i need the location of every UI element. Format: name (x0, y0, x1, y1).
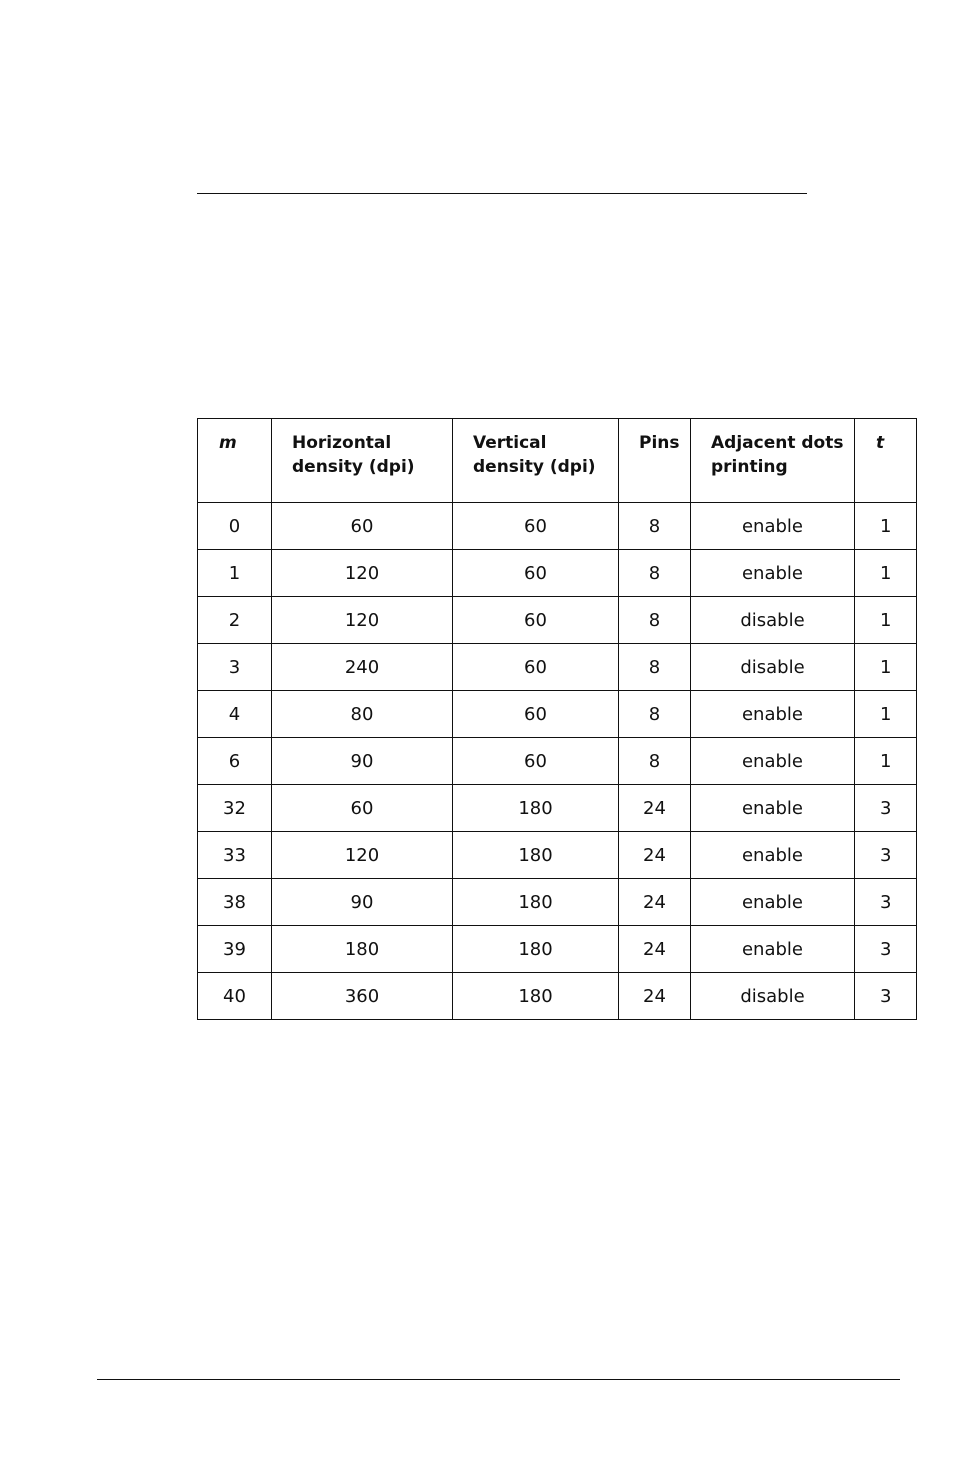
cell-m: 1 (198, 550, 272, 597)
cell-horizontal-density: 60 (272, 785, 453, 832)
table-header-row (198, 419, 917, 503)
header-vertical-density: Vertical density (dpi) (453, 419, 619, 503)
header-adjacent-dots: Adjacent dots printing (691, 419, 855, 503)
cell-m: 40 (198, 973, 272, 1020)
table-row (198, 644, 917, 691)
cell-adjacent-dots: disable (691, 973, 855, 1020)
cell-vertical-density: 180 (453, 785, 619, 832)
cell-m: 6 (198, 738, 272, 785)
cell-vertical-density: 60 (453, 550, 619, 597)
cell-horizontal-density: 90 (272, 738, 453, 785)
cell-adjacent-dots: disable (691, 644, 855, 691)
header-m: m (198, 419, 272, 503)
cell-pins: 8 (619, 738, 691, 785)
cell-t: 1 (855, 691, 917, 738)
cell-m: 4 (198, 691, 272, 738)
table-row (198, 738, 917, 785)
cell-pins: 8 (619, 503, 691, 550)
cell-t: 1 (855, 550, 917, 597)
table-row (198, 973, 917, 1020)
cell-pins: 24 (619, 973, 691, 1020)
cell-adjacent-dots: enable (691, 738, 855, 785)
cell-pins: 8 (619, 550, 691, 597)
cell-m: 32 (198, 785, 272, 832)
cell-t: 3 (855, 926, 917, 973)
table-row (198, 691, 917, 738)
cell-vertical-density: 60 (453, 597, 619, 644)
cell-t: 1 (855, 503, 917, 550)
cell-horizontal-density: 180 (272, 926, 453, 973)
cell-pins: 8 (619, 691, 691, 738)
cell-pins: 24 (619, 879, 691, 926)
cell-m: 2 (198, 597, 272, 644)
cell-m: 33 (198, 832, 272, 879)
cell-horizontal-density: 90 (272, 879, 453, 926)
table-row (198, 832, 917, 879)
header-horizontal-density: Horizontal density (dpi) (272, 419, 453, 503)
cell-pins: 24 (619, 832, 691, 879)
cell-vertical-density: 60 (453, 644, 619, 691)
cell-adjacent-dots: enable (691, 550, 855, 597)
cell-m: 0 (198, 503, 272, 550)
bottom-rule (97, 1379, 900, 1380)
cell-horizontal-density: 60 (272, 503, 453, 550)
table-row (198, 785, 917, 832)
top-rule (197, 193, 807, 194)
cell-pins: 8 (619, 597, 691, 644)
table-row (198, 503, 917, 550)
cell-pins: 8 (619, 644, 691, 691)
cell-horizontal-density: 80 (272, 691, 453, 738)
cell-horizontal-density: 120 (272, 550, 453, 597)
cell-adjacent-dots: enable (691, 832, 855, 879)
cell-adjacent-dots: enable (691, 785, 855, 832)
cell-m: 3 (198, 644, 272, 691)
header-pins: Pins (619, 419, 691, 503)
graphics-density-table (197, 418, 917, 1020)
table-row (198, 597, 917, 644)
table-row (198, 550, 917, 597)
cell-vertical-density: 60 (453, 503, 619, 550)
cell-t: 1 (855, 597, 917, 644)
cell-m: 39 (198, 926, 272, 973)
cell-horizontal-density: 240 (272, 644, 453, 691)
cell-vertical-density: 180 (453, 973, 619, 1020)
header-t: t (855, 419, 917, 503)
cell-vertical-density: 60 (453, 738, 619, 785)
cell-pins: 24 (619, 785, 691, 832)
cell-adjacent-dots: enable (691, 926, 855, 973)
cell-adjacent-dots: disable (691, 597, 855, 644)
cell-m: 38 (198, 879, 272, 926)
cell-horizontal-density: 120 (272, 832, 453, 879)
cell-vertical-density: 60 (453, 691, 619, 738)
cell-adjacent-dots: enable (691, 691, 855, 738)
table-row (198, 879, 917, 926)
cell-vertical-density: 180 (453, 879, 619, 926)
cell-adjacent-dots: enable (691, 879, 855, 926)
table-row (198, 926, 917, 973)
cell-t: 1 (855, 644, 917, 691)
cell-horizontal-density: 360 (272, 973, 453, 1020)
cell-vertical-density: 180 (453, 832, 619, 879)
cell-t: 3 (855, 879, 917, 926)
cell-adjacent-dots: enable (691, 503, 855, 550)
cell-horizontal-density: 120 (272, 597, 453, 644)
cell-vertical-density: 180 (453, 926, 619, 973)
cell-t: 1 (855, 738, 917, 785)
cell-t: 3 (855, 785, 917, 832)
cell-t: 3 (855, 973, 917, 1020)
cell-pins: 24 (619, 926, 691, 973)
cell-t: 3 (855, 832, 917, 879)
